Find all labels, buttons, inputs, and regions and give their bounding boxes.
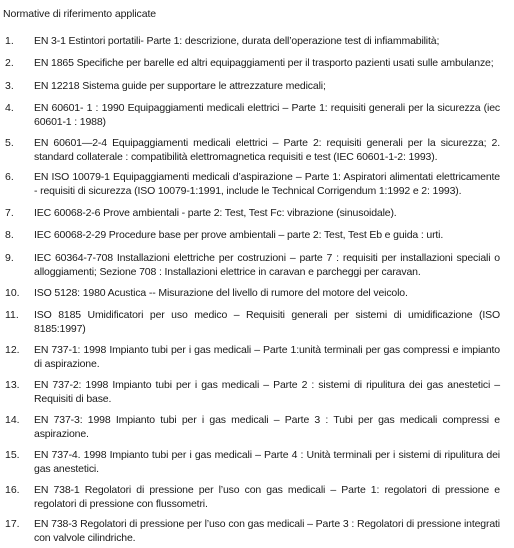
list-item-text: EN ISO 10079-1 Equipaggiamenti medicali d’aspirazione – Parte 1: Aspiratori alimentati elettricamente - requisiti di sicurezza (ISO 10079-1:1991, include le Technical Corrigendum 1:1992 e 2: 1993). xyxy=(34,171,500,197)
list-item-number: 2. xyxy=(5,57,14,69)
list-item-text: EN 738-3 Regolatori di pressione per l’uso con gas medicali – Parte 3 : Regolatori di pressione integrati con valvole cilindriche. xyxy=(34,518,500,544)
list-item-number: 13. xyxy=(5,379,20,391)
list-item-number: 5. xyxy=(5,137,14,149)
list-item-text: IEC 60068-2-6 Prove ambientali - parte 2: Test, Test Fc: vibrazione (sinusoidale). xyxy=(34,207,397,219)
list-item-number: 9. xyxy=(5,252,14,264)
list-item-text: EN 60601—2-4 Equipaggiamenti medicali elettrici – Parte 2: requisiti generali per la sicurezza; 2. standard collaterale : compatibilità elettromagnetica requisiti e test (IEC 60601-1-2: 1993). xyxy=(34,137,500,163)
list-item-text: IEC 60364-7-708 Installazioni elettriche per costruzioni – parte 7 : requisiti per installazioni speciali o alloggiamenti; Sezione 708 : Installazioni elettrice in caravan e parcheggi per caravan. xyxy=(34,252,500,278)
page-title: Normative di riferimento applicate xyxy=(3,8,156,20)
list-item-number: 16. xyxy=(5,484,20,496)
list-item-text: ISO 5128: 1980 Acustica -- Misurazione del livello di rumore del motore del veicolo. xyxy=(34,287,408,299)
list-item-number: 15. xyxy=(5,449,20,461)
list-item-number: 7. xyxy=(5,207,14,219)
list-item-number: 3. xyxy=(5,80,14,92)
list-item-text: EN 738-1 Regolatori di pressione per l’uso con gas medicali – Parte 1: regolatori di pressione e regolatori di pressione con flussometri. xyxy=(34,484,500,510)
list-item-number: 4. xyxy=(5,102,14,114)
list-item-text: EN 737-4. 1998 Impianto tubi per i gas medicali – Parte 4 : Unità terminali per i sistemi di ripulitura dei gas anestetici. xyxy=(34,449,500,475)
list-item-number: 10. xyxy=(5,287,20,299)
list-item-text: EN 737-3: 1998 Impianto tubi per i gas medicali – Parte 3 : Tubi per gas medicali compressi e aspirazione. xyxy=(34,414,500,440)
list-item-text: EN 12218 Sistema guide per supportare le attrezzature medicali; xyxy=(34,80,326,92)
list-item-number: 11. xyxy=(5,309,19,321)
list-item-number: 1. xyxy=(5,35,14,47)
list-item-number: 17. xyxy=(5,518,20,530)
list-item-number: 8. xyxy=(5,229,14,241)
list-item-number: 6. xyxy=(5,171,14,183)
list-item-text: EN 737-2: 1998 Impianto tubi per i gas medicali – Parte 2 : sistemi di ripulitura dei gas anestetici – Requisiti di base. xyxy=(34,379,500,405)
list-item-number: 14. xyxy=(5,414,20,426)
list-item-text: EN 3-1 Estintori portatili- Parte 1: descrizione, durata dell’operazione test di infiammabilità; xyxy=(34,35,440,47)
list-item-text: EN 737-1: 1998 Impianto tubi per i gas medicali – Parte 1:unità terminali per gas compressi e impianto di aspirazione. xyxy=(34,344,500,370)
list-item-text: EN 60601- 1 : 1990 Equipaggiamenti medicali elettrici – Parte 1: requisiti generali per la sicurezza (iec 60601-1 : 1988) xyxy=(34,102,500,128)
list-item-text: IEC 60068-2-29 Procedure base per prove ambientali – parte 2: Test, Test Eb e guida : urti. xyxy=(34,229,444,241)
list-item-number: 12. xyxy=(5,344,20,356)
list-item-text: EN 1865 Specifiche per barelle ed altri equipaggiamenti per il trasporto pazienti usati sulle ambulanze; xyxy=(34,57,494,69)
list-item-text: ISO 8185 Umidificatori per uso medico – Requisiti generali per sistemi di umidificazione (ISO 8185:1997) xyxy=(34,309,500,335)
